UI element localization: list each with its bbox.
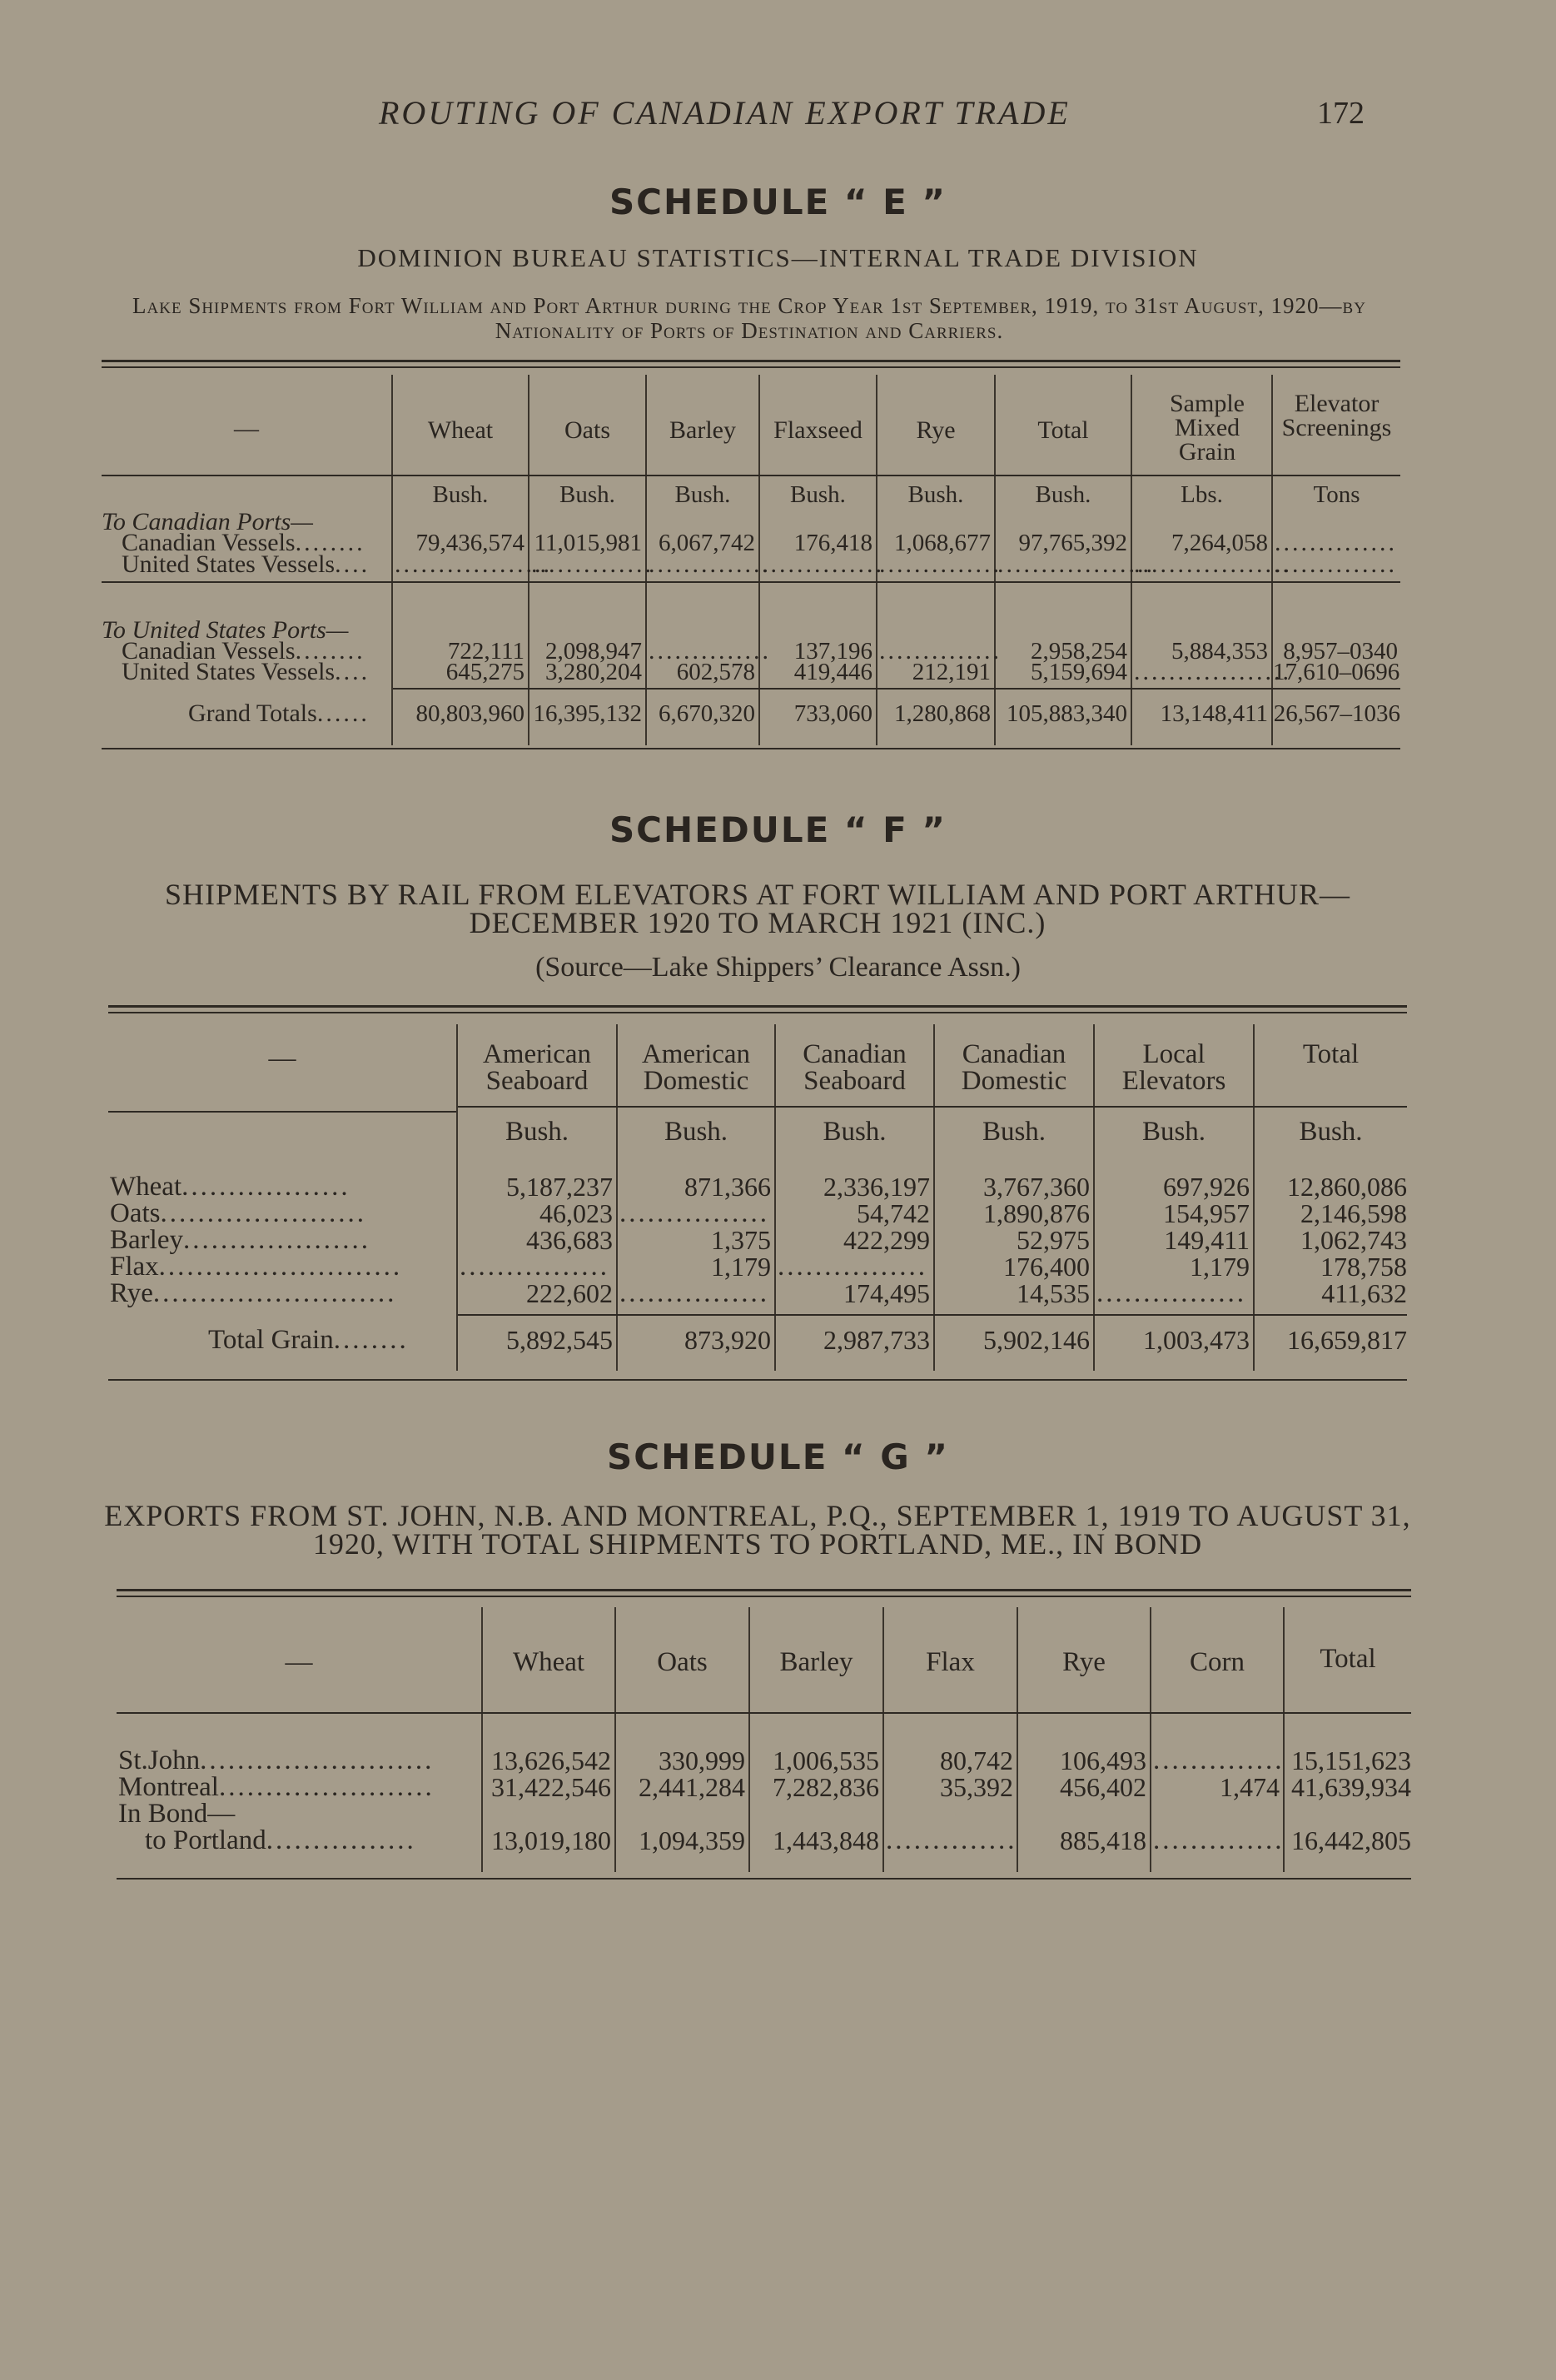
table-cell: 79,436,574: [415, 530, 524, 556]
unit-label: Bush.: [674, 481, 731, 508]
table-cell: 1,062,743: [1300, 1225, 1407, 1255]
unit-label: Bush.: [1141, 1117, 1206, 1147]
table-cell: 11,015,981: [534, 530, 642, 556]
row-label: United States Vessels....: [122, 550, 370, 578]
empty-cell-leader: ..................: [395, 550, 552, 578]
row-label: Barley....................: [110, 1225, 370, 1255]
schedule-g-title: SCHEDULE “ G ”: [607, 1436, 949, 1477]
schedule-f-heading: SHIPMENTS BY RAIL FROM ELEVATORS AT FORT WILLIAM AND PORT ARTHUR— DECEMBER 1920 TO MARCH 1921 (INC.): [164, 878, 1351, 939]
column-header: Total: [1037, 416, 1089, 444]
unit-label: Bush.: [559, 481, 615, 508]
column-header: Elevator Screenings: [1281, 390, 1392, 441]
row-label-total: Grand Totals......: [188, 700, 370, 727]
row-label: St.John.........................: [118, 1745, 435, 1775]
table-cell: 106,493: [1060, 1745, 1146, 1775]
table-cell: 80,742: [940, 1745, 1013, 1775]
schedule-e-total-rule: [393, 688, 1400, 690]
table-cell: 1,094,359: [639, 1825, 745, 1855]
row-label: to Portland................: [145, 1825, 416, 1855]
schedule-g-header-rule: [117, 1712, 1411, 1714]
column-header: Local Elevators: [1121, 1039, 1226, 1096]
table-cell: 174,495: [843, 1278, 930, 1308]
column-header: Total: [1320, 1644, 1376, 1674]
table-cell: 137,196: [793, 638, 872, 665]
table-cell: 2,336,197: [823, 1172, 930, 1202]
row-label: Wheat..................: [110, 1172, 350, 1202]
schedule-e-top-rule: [102, 360, 1400, 362]
table-cell-total: 26,567–1036: [1273, 700, 1400, 727]
running-head: ROUTING OF CANADIAN EXPORT TRADE: [379, 94, 1071, 132]
table-cell-total: 16,395,132: [533, 700, 642, 727]
unit-label: Lbs.: [1181, 481, 1223, 508]
schedule-g-stub-header: —: [285, 1647, 313, 1677]
schedule-f-stub-rule: [108, 1111, 456, 1113]
table-cell: 419,446: [793, 659, 872, 685]
table-cell: 13,019,180: [491, 1825, 611, 1855]
table-cell: 212,191: [912, 659, 991, 685]
table-cell: 14,535: [1017, 1278, 1090, 1308]
empty-cell-leader: ..............: [649, 550, 771, 578]
table-cell: 16,442,805: [1291, 1825, 1411, 1855]
empty-cell-leader: ..............: [1153, 1745, 1285, 1775]
column-header: Canadian Domestic: [961, 1039, 1067, 1096]
table-cell: 7,264,058: [1171, 530, 1268, 556]
schedule-f-top-rule: [108, 1005, 1407, 1008]
schedule-e-section-rule: [102, 581, 1400, 583]
table-cell: 422,299: [843, 1225, 930, 1255]
column-header: American Seaboard: [482, 1039, 592, 1096]
section-label: To Canadian Ports—: [102, 508, 313, 535]
schedule-e-stub-header: —: [234, 415, 259, 442]
schedule-e-top-rule-2: [102, 366, 1400, 368]
table-cell-total: 13,148,411: [1160, 700, 1268, 727]
table-cell: 3,767,360: [983, 1172, 1090, 1202]
table-cell: 154,957: [1163, 1198, 1250, 1228]
table-cell: 1,890,876: [983, 1198, 1090, 1228]
table-cell-total: 5,892,545: [506, 1325, 613, 1355]
unit-label: Bush.: [432, 481, 489, 508]
table-cell: 330,999: [659, 1745, 745, 1775]
table-cell-total: 16,659,817: [1287, 1325, 1407, 1355]
row-label-total: Total Grain........: [208, 1325, 409, 1355]
schedule-f-top-rule-2: [108, 1012, 1407, 1013]
section-label: To United States Ports—: [102, 616, 349, 644]
table-cell: 222,602: [526, 1278, 613, 1308]
column-header: Flaxseed: [773, 416, 863, 444]
column-header: Barley: [779, 1647, 853, 1677]
table-cell: 436,683: [526, 1225, 613, 1255]
row-label: In Bond—: [118, 1799, 236, 1829]
table-cell: 602,578: [676, 659, 755, 685]
empty-cell-leader: ................: [619, 1278, 769, 1308]
table-cell: 411,632: [1321, 1278, 1407, 1308]
table-cell: 97,765,392: [1018, 530, 1127, 556]
column-header: Corn: [1190, 1647, 1245, 1677]
unit-label: Bush.: [823, 1117, 887, 1147]
table-cell: 697,926: [1163, 1172, 1250, 1202]
schedule-e-title: SCHEDULE “ E ”: [609, 182, 947, 222]
table-cell-total: 733,060: [793, 700, 872, 727]
table-cell: 1,375: [711, 1225, 771, 1255]
table-cell: 1,179: [711, 1252, 771, 1282]
table-cell: 31,422,546: [491, 1772, 611, 1802]
schedule-g-col-divider: [1150, 1607, 1151, 1872]
row-label: Canadian Vessels........: [122, 529, 365, 556]
table-cell: 178,758: [1320, 1252, 1407, 1282]
table-cell: 885,418: [1060, 1825, 1146, 1855]
empty-cell-leader: ..............: [886, 1825, 1017, 1855]
table-cell: 2,958,254: [1031, 638, 1127, 665]
table-cell: 2,098,947: [545, 638, 642, 665]
unit-label: Bush.: [1299, 1117, 1363, 1147]
table-cell: 645,275: [445, 659, 524, 685]
table-cell-total: 105,883,340: [1007, 700, 1127, 727]
table-cell: 35,392: [940, 1772, 1013, 1802]
table-cell: 5,159,694: [1031, 659, 1127, 685]
column-header: Wheat: [512, 1647, 585, 1677]
table-cell-total: 80,803,960: [415, 700, 524, 727]
empty-cell-leader: ..............: [1275, 529, 1397, 556]
schedule-g-heading: EXPORTS FROM ST. JOHN, N.B. AND MONTREAL, P.Q., SEPTEMBER 1, 1919 TO AUGUST 31, 1920, WITH TOTAL SHIPMENTS TO PORTLAND, ME., IN BOND: [104, 1499, 1411, 1561]
schedule-e-description: Lake Shipments from Fort William and Port Arthur during the Crop Year 1st September, 1919, to 31st August, 1920—by Nationality of Ports of Destination and Carriers.: [132, 293, 1366, 343]
unit-label: Bush.: [664, 1117, 728, 1147]
table-cell: 1,006,535: [773, 1745, 879, 1775]
table-cell: 722,111: [447, 638, 524, 665]
schedule-f-header-rule: [458, 1106, 1407, 1108]
empty-cell-leader: ..................: [1134, 550, 1291, 578]
table-cell: 7,282,836: [773, 1772, 879, 1802]
empty-cell-leader: ................: [1096, 1278, 1246, 1308]
row-label: United States Vessels....: [122, 658, 370, 685]
table-cell: 1,443,848: [773, 1825, 879, 1855]
table-cell: 8,957–0340: [1283, 638, 1398, 665]
row-label: Flax..........................: [110, 1252, 403, 1282]
empty-cell-leader: ..................: [1134, 658, 1291, 685]
column-header: Wheat: [427, 416, 494, 444]
column-header: Total: [1302, 1039, 1360, 1069]
column-header: Canadian Seaboard: [803, 1039, 907, 1096]
table-cell: 456,402: [1060, 1772, 1146, 1802]
table-cell: 5,187,237: [506, 1172, 613, 1202]
column-header: Barley: [669, 416, 736, 444]
table-cell: 176,400: [1003, 1252, 1090, 1282]
unit-label: Bush.: [1035, 481, 1091, 508]
column-header: Oats: [564, 416, 610, 444]
schedule-f-title: SCHEDULE “ F ”: [609, 809, 947, 850]
column-header: Rye: [1062, 1647, 1106, 1677]
table-cell: 2,441,284: [639, 1772, 745, 1802]
schedule-f-bottom-rule: [108, 1379, 1407, 1381]
table-cell-total: 2,987,733: [823, 1325, 930, 1355]
table-cell: 5,884,353: [1171, 638, 1268, 665]
empty-cell-leader: ..................: [997, 550, 1155, 578]
schedule-f-total-rule: [458, 1314, 1407, 1316]
schedule-g-top-rule-2: [117, 1596, 1411, 1597]
schedule-g-col-divider: [882, 1607, 884, 1872]
unit-label: Tons: [1313, 481, 1360, 508]
row-label: Oats......................: [110, 1198, 366, 1228]
unit-label: Bush.: [982, 1117, 1046, 1147]
table-cell: 3,280,204: [545, 659, 642, 685]
column-header: Oats: [657, 1647, 708, 1677]
column-header: Sample Mixed Grain: [1170, 390, 1245, 466]
empty-cell-leader: ..............: [762, 550, 884, 578]
table-cell: 15,151,623: [1291, 1745, 1411, 1775]
unit-label: Bush.: [505, 1117, 569, 1147]
column-header: Flax: [926, 1647, 975, 1677]
schedule-f-source: (Source—Lake Shippers’ Clearance Assn.): [535, 952, 1021, 983]
page-number: 172: [1317, 96, 1365, 131]
table-cell: 6,067,742: [659, 530, 755, 556]
empty-cell-leader: ................: [778, 1252, 927, 1282]
schedule-e-bottom-rule: [102, 748, 1400, 749]
table-cell-total: 873,920: [684, 1325, 771, 1355]
schedule-f-stub-header: —: [268, 1043, 296, 1073]
schedule-g-bottom-rule: [117, 1878, 1411, 1880]
table-cell: 1,068,677: [894, 530, 991, 556]
table-cell: 54,742: [857, 1198, 930, 1228]
table-cell-total: 1,280,868: [894, 700, 991, 727]
schedule-g-top-rule: [117, 1589, 1411, 1591]
table-cell: 1,474: [1220, 1772, 1280, 1802]
unit-label: Bush.: [790, 481, 846, 508]
table-cell: 2,146,598: [1300, 1198, 1407, 1228]
column-header: American Domestic: [641, 1039, 751, 1096]
table-cell: 41,639,934: [1291, 1772, 1411, 1802]
table-cell: 52,975: [1017, 1225, 1090, 1255]
row-label: Rye..........................: [110, 1278, 397, 1308]
row-label: Montreal.......................: [118, 1772, 435, 1802]
table-cell-total: 1,003,473: [1143, 1325, 1250, 1355]
table-cell: 13,626,542: [491, 1745, 611, 1775]
table-cell: 176,418: [793, 530, 872, 556]
empty-cell-leader: ..............: [531, 550, 654, 578]
schedule-e-agency: DOMINION BUREAU STATISTICS—INTERNAL TRADE DIVISION: [357, 243, 1199, 272]
table-cell-total: 6,670,320: [659, 700, 755, 727]
empty-cell-leader: ..............: [1275, 550, 1397, 578]
table-cell: 46,023: [539, 1198, 613, 1228]
table-cell: 871,366: [684, 1172, 771, 1202]
empty-cell-leader: ..............: [649, 637, 771, 665]
schedule-e-header-rule: [102, 475, 1400, 476]
empty-cell-leader: ..............: [879, 550, 1002, 578]
empty-cell-leader: ..............: [1153, 1825, 1285, 1855]
table-cell-total: 5,902,146: [983, 1325, 1090, 1355]
column-header: Rye: [916, 416, 956, 444]
empty-cell-leader: ................: [460, 1252, 609, 1282]
empty-cell-leader: ................: [619, 1198, 769, 1228]
table-cell: 12,860,086: [1287, 1172, 1407, 1202]
empty-cell-leader: ..............: [879, 637, 1002, 665]
table-cell: 149,411: [1164, 1225, 1250, 1255]
table-cell: 1,179: [1190, 1252, 1250, 1282]
unit-label: Bush.: [907, 481, 964, 508]
row-label: Canadian Vessels........: [122, 637, 365, 665]
table-cell: 17,610–0696: [1273, 659, 1400, 685]
